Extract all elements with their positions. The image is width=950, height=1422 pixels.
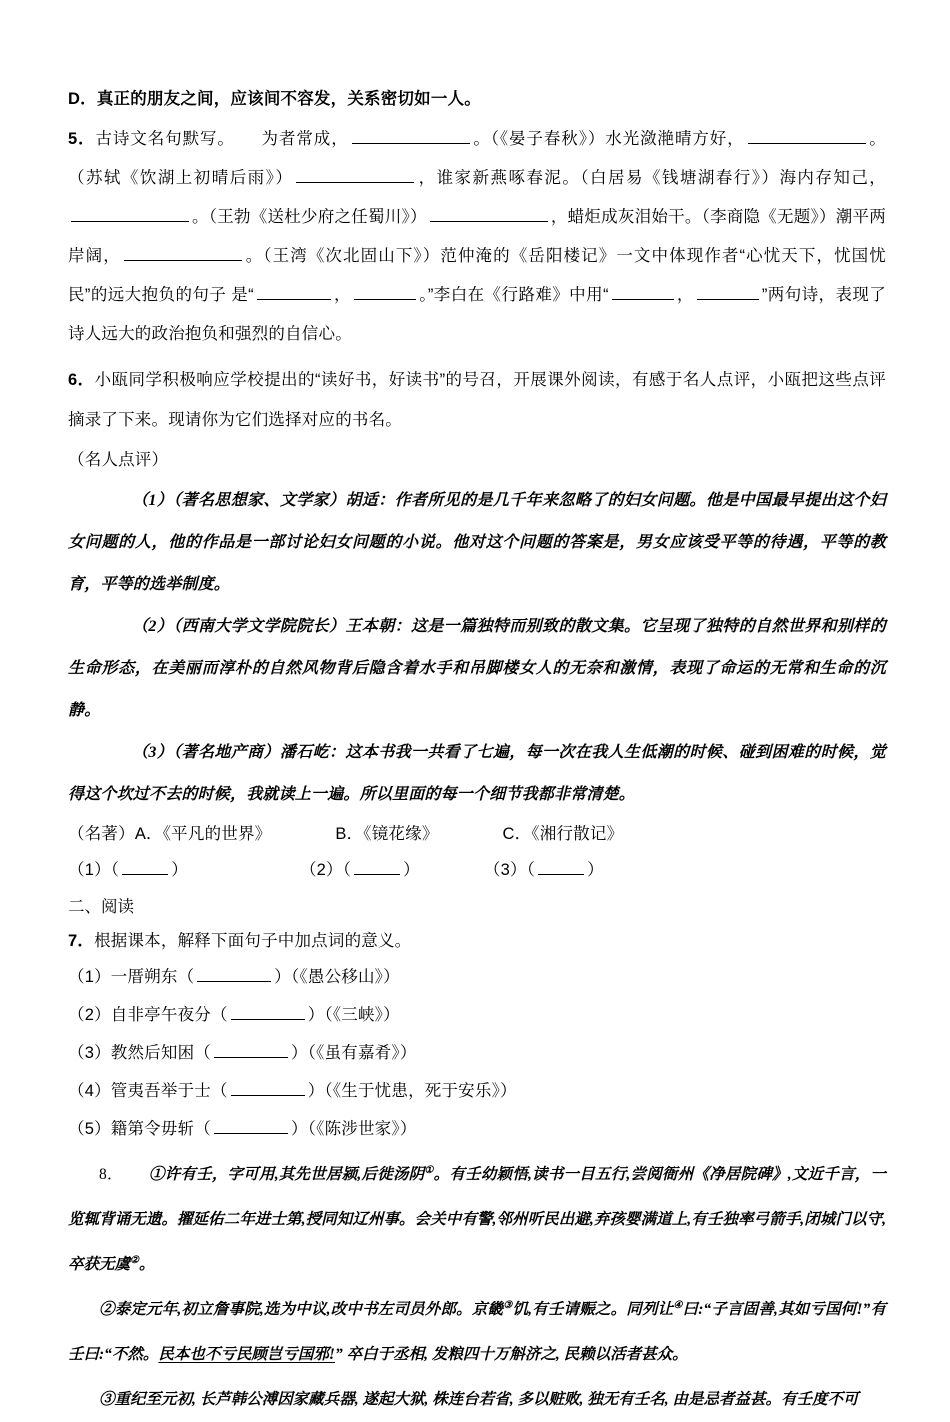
q5-part-9: 。”李白在《行路难》中用“ [418, 286, 609, 304]
comment-1-text: 作者所见的是几千年来忽略了的妇女问题。他是中国最早提出这个妇女问题的人，他的作品是一部讨论妇女问题的小说。他对这个问题的答案是，男女应该受平等的待遇，平等的教育，平等的选举制度。 [68, 492, 886, 593]
q8-p2-seg3: 曰:“子言固善,其如亏国何!”有壬曰:“不然。 [68, 1301, 886, 1363]
question-4-option-d: D．真正的朋友之间，应该间不容发，关系密切如一人。 [68, 90, 481, 108]
comment-2-person: 王本朝： [345, 618, 411, 635]
q8-paragraph-3 [68, 1377, 886, 1422]
answer-blank-1[interactable] [122, 858, 168, 876]
answer-slot-2-close: ） [403, 861, 420, 879]
comment-1-index: （1） [132, 492, 174, 509]
books-label: （名著） [68, 825, 135, 843]
q7-item-4-close: ）（《生于忧患，死于安乐》） [307, 1082, 517, 1100]
question-8 [68, 1152, 886, 1422]
q8-paragraph-2 [68, 1287, 886, 1377]
q5-part-6: ，蜡炬成灰泪始干。（李商隐《无题》）潮平两岸阔， [68, 208, 887, 265]
q7-item-5-sentence: 籍第令毋斩（ [110, 1120, 211, 1138]
question-6-stem [68, 360, 886, 440]
question-5 [68, 120, 886, 354]
question-5-stem: 古诗文名句默写。 [95, 130, 235, 148]
q8-underlined-sentence: 民本也不亏民顾岂亏国邪! [158, 1346, 335, 1363]
answer-blank-2[interactable] [354, 858, 400, 876]
comment-3-text: 这本书我一共看了七遍，每一次在我人生低潮的时候、碰到困难的时候，觉得这个坎过不去的时候，我就读上一遍。所以里面的每一个细节我都非常清楚。 [68, 744, 886, 803]
q7-item-4 [68, 1072, 886, 1110]
q8-p3-text: 重纪至元初, 长芦韩公溥因家藏兵器, 遂起大狱, 株连台若省, 多以赃败, 独无有壬名, 由是忌者益甚。有壬度不可 [114, 1391, 859, 1408]
section-2-heading: 二、阅读 [68, 898, 134, 916]
q8-p2-seg1: 泰定元年,初立詹事院,选为中议,改中书左司员外郎。京畿 [114, 1301, 504, 1318]
question-6 [68, 360, 886, 888]
answer-slot-3-label: （3）（ [483, 861, 536, 879]
answer-slot-1-close: ） [171, 861, 188, 879]
question-7 [68, 924, 886, 1148]
comment-3-person: 潘石屹： [279, 744, 346, 761]
book-option-a[interactable]: A．《平凡的世界》 [134, 825, 272, 843]
blank-field-8[interactable] [354, 283, 416, 301]
question-5-body [68, 120, 886, 354]
q7-blank-2[interactable] [231, 1003, 305, 1021]
q7-item-5-label: （5） [68, 1120, 111, 1138]
question-7-stem-text: 根据课本，解释下面句子中加点词的意义。 [94, 932, 412, 950]
q8-p2-marker: ② [99, 1301, 115, 1318]
book-options-row [68, 816, 886, 852]
blank-field-3[interactable] [296, 166, 414, 184]
q7-item-2-close: ）（《三峡》） [307, 1006, 400, 1024]
blank-field-9[interactable] [612, 283, 674, 301]
q7-blank-3[interactable] [214, 1041, 288, 1059]
q8-p2-seg4: ” 卒白于丞相, 发粮四十万斛济之, 民赖以活者甚众。 [334, 1346, 688, 1363]
question-8-number: 8． [99, 1166, 123, 1183]
q7-item-1-sentence: 一厝朔东（ [110, 968, 195, 986]
q8-p3-marker: ③ [99, 1391, 115, 1408]
q8-p1-pre: 许有壬，字可用,其先世居颍,后徙汤阴 [164, 1166, 425, 1183]
footnote-marker-4: ④ [673, 1299, 683, 1311]
question-6-stem-text: 小瓯同学积极响应学校提出的“读好书，好读书”的号召，开展课外阅读，有感于名人点评，小瓯把这些点评摘录了下来。现请你为它们选择对应的书名。 [68, 371, 887, 429]
q7-blank-4[interactable] [231, 1079, 305, 1097]
q8-paragraph-1 [68, 1152, 886, 1287]
q7-item-3 [68, 1034, 886, 1072]
comment-item-3 [68, 732, 886, 816]
answer-slot-2-label: （2）（ [299, 861, 352, 879]
blank-field-10[interactable] [697, 283, 759, 301]
comment-3-role: （著名地产商） [173, 744, 280, 761]
question-7-stem [68, 924, 886, 958]
q8-p2-seg2: 饥,有壬请赈之。同列让 [512, 1301, 674, 1318]
q8-p1-tail: 。 [139, 1256, 155, 1273]
q7-item-2 [68, 996, 886, 1034]
q7-item-2-label: （2） [68, 1006, 111, 1024]
blank-field-2[interactable] [748, 127, 866, 145]
q7-item-5-close: ）（《陈涉世家》） [290, 1120, 417, 1138]
blank-field-4[interactable] [71, 205, 189, 223]
q5-part-4: ，谁家新燕啄春泥。（白居易《钱塘湖春行》）海内存知己， [417, 169, 886, 187]
blank-field-6[interactable] [124, 244, 242, 262]
q7-item-3-label: （3） [68, 1044, 111, 1062]
comment-2-text: 这是一篇独特而别致的散文集。它呈现了独特的自然世界和别样的生命形态，在美丽而淳朴的自然风物背后隐含着水手和吊脚楼女人的无奈和激情，表现了命运的无常和生命的沉静。 [68, 618, 886, 719]
comment-2-role: （西南大学文学院院长） [173, 618, 346, 635]
q7-item-4-label: （4） [68, 1082, 111, 1100]
answer-slots-row [68, 852, 886, 888]
q7-item-1-close: ）（《愚公移山》） [274, 968, 400, 986]
q7-blank-1[interactable] [197, 965, 271, 983]
comment-item-1 [68, 480, 886, 606]
question-6-number: 6． [68, 371, 95, 389]
q7-item-4-sentence: 管夷吾举于士（ [110, 1082, 228, 1100]
comment-3-index: （3） [132, 744, 174, 761]
page-content [68, 82, 886, 1422]
answer-slot-3-close: ） [587, 861, 604, 879]
answer-slot-1-label: （1）（ [68, 861, 120, 879]
q5-part-3: 。（苏轼《饮湖上初晴后雨》） [68, 130, 887, 187]
footnote-marker-3: ③ [503, 1299, 513, 1311]
blank-field-1[interactable] [352, 127, 470, 145]
q7-blank-5[interactable] [214, 1117, 288, 1135]
q7-item-1-label: （1） [68, 968, 111, 986]
q5-part-8: ， [333, 286, 351, 304]
q5-part-1: 为者常成， [260, 130, 349, 148]
comment-2-index: （2） [132, 618, 174, 635]
q8-p1-marker: ① [148, 1166, 165, 1183]
q5-part-7: 。（王湾《次北固山下》）范仲淹的《岳阳楼记》一文中体现作者“心忧天下，忧国忧民”的远大抱负的句子 是“ [68, 247, 886, 304]
question-5-number: 5． [68, 130, 96, 148]
comment-item-2 [68, 606, 886, 732]
book-option-c[interactable]: C．《湘行散记》 [502, 825, 624, 843]
answer-blank-3[interactable] [538, 858, 584, 876]
q7-item-2-sentence: 自非亭午夜分（ [110, 1006, 228, 1024]
q8-p1-post: 。有壬幼颖悟,读书一目五行,尝阅衙州《净居院碑》,文近千言，一览辄背诵无遗。擢延佑二年进士第,授同知辽州事。会关中有警,邻州听民出避,弃孩婴满道上,有壬独率弓箭手,闭城门以守,卒获无虞 [68, 1166, 886, 1273]
q5-part-10: ， [676, 286, 694, 304]
book-option-b[interactable]: B．《镜花缘》 [335, 825, 439, 843]
question-7-number: 7． [68, 932, 95, 950]
blank-field-7[interactable] [257, 283, 331, 301]
footnote-marker-2: ② [130, 1254, 140, 1266]
q5-part-11: ”两句诗，表现了诗人远大的政治抱负和强烈的自信心。 [68, 286, 887, 343]
q7-item-3-sentence: 教然后知困（ [110, 1044, 211, 1062]
footnote-marker-1: ① [424, 1164, 434, 1176]
famous-comments-label: （名人点评） [68, 451, 169, 469]
comment-1-role: （著名思想家、文学家） [173, 492, 346, 509]
q7-item-5 [68, 1110, 886, 1148]
q7-item-3-close: ）（《虽有嘉肴》） [290, 1044, 417, 1062]
comment-1-person: 胡适： [345, 492, 395, 509]
q7-item-1 [68, 958, 886, 996]
blank-field-5[interactable] [430, 205, 548, 223]
q5-part-5: 。（王勃《送杜少府之任蜀川》） [192, 208, 427, 226]
q5-part-2: 。（《晏子春秋》）水光潋滟晴方好， [472, 130, 745, 148]
